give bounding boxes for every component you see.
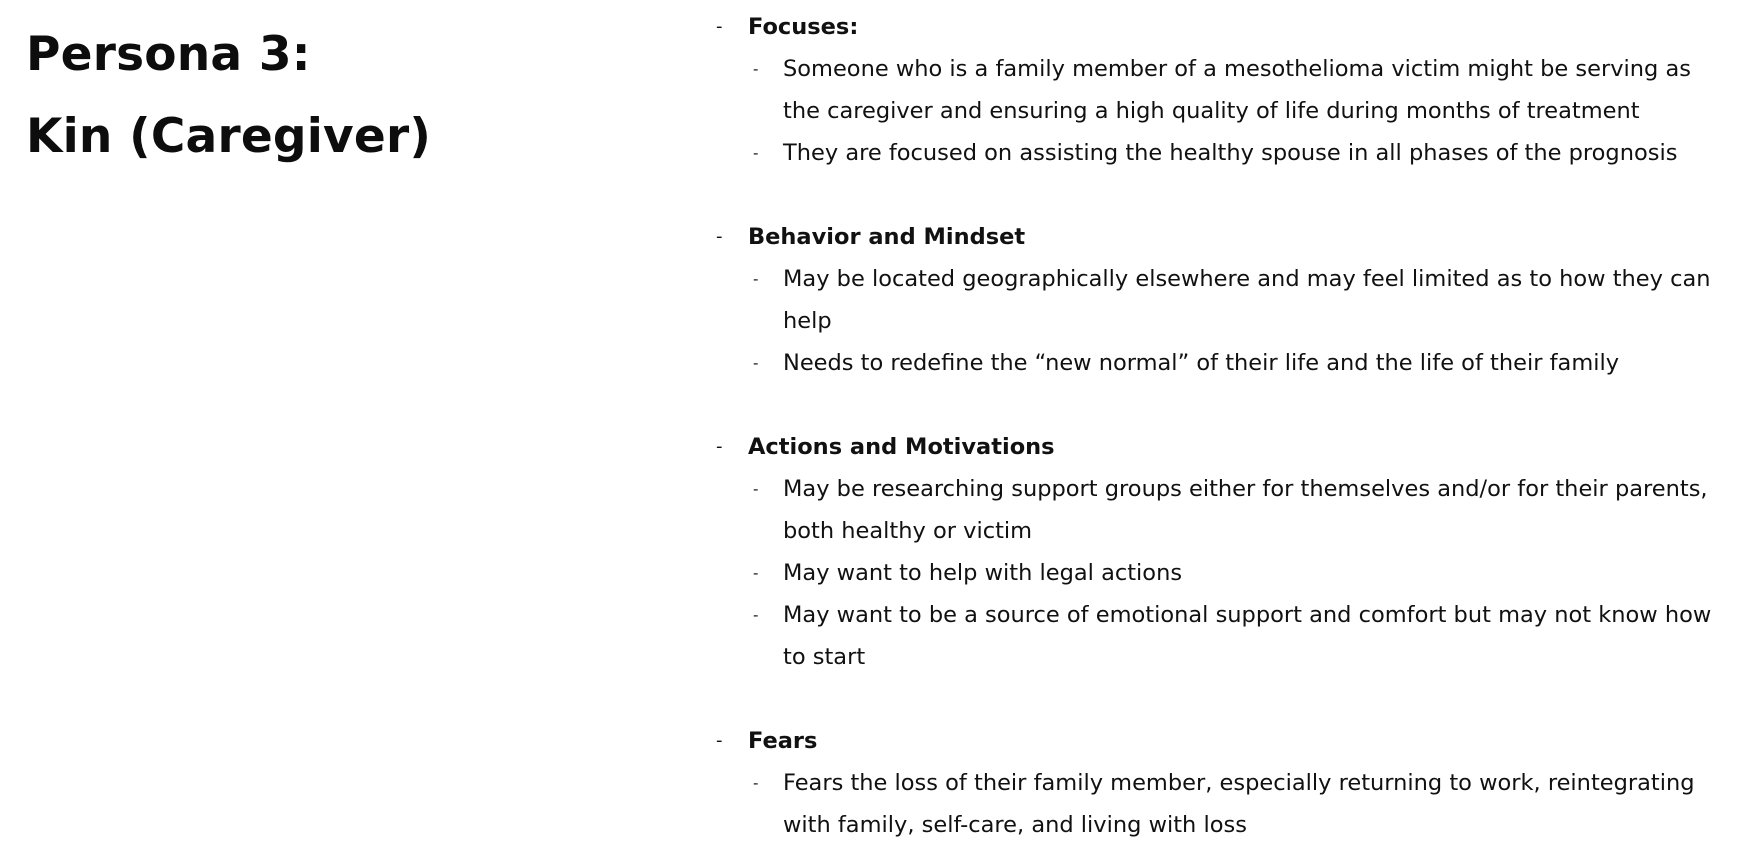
bullet-dash: -	[753, 480, 759, 498]
bullet-dash: -	[716, 436, 723, 457]
list-item	[716, 258, 1726, 342]
list-item	[716, 48, 1726, 132]
bullet-dash: -	[753, 144, 759, 162]
section-heading-text: Fears	[748, 728, 818, 754]
list-item	[716, 594, 1726, 678]
section-heading-text: Focuses:	[748, 14, 859, 40]
bullet-dash: -	[753, 606, 759, 624]
list-item-text: Someone who is a family member of a mesothelioma victim might be serving as the caregiver and ensuring a high quality of life during months of treatment	[783, 56, 1691, 124]
sub-list	[716, 258, 1726, 384]
list-item	[716, 468, 1726, 552]
sub-list	[716, 48, 1726, 174]
list-item	[716, 132, 1726, 174]
list-item-text: Fears the loss of their family member, especially returning to work, reintegrating with family, self-care, and living with loss	[783, 770, 1695, 838]
section-heading	[716, 216, 1726, 258]
section-behavior-and-mindset	[716, 216, 1726, 384]
section-heading	[716, 426, 1726, 468]
bullet-dash: -	[753, 564, 759, 582]
bullet-dash: -	[753, 774, 759, 792]
list-item-text: May want to be a source of emotional support and comfort but may not know how to start	[783, 602, 1712, 670]
section-heading	[716, 720, 1726, 762]
list-item	[716, 552, 1726, 594]
bullet-dash: -	[716, 730, 723, 751]
bullet-dash: -	[753, 60, 759, 78]
bullet-dash: -	[716, 16, 723, 37]
bullet-dash: -	[753, 354, 759, 372]
persona-title-line-2: Kin (Caregiver)	[26, 109, 432, 164]
list-item-text: May want to help with legal actions	[783, 560, 1183, 586]
section-heading-text: Behavior and Mindset	[748, 224, 1026, 250]
sub-list	[716, 762, 1726, 846]
list-item-text: May be researching support groups either for themselves and/or for their parents, both healthy or victim	[783, 476, 1708, 544]
section-heading-text: Actions and Motivations	[748, 434, 1055, 460]
persona-details	[716, 6, 1726, 846]
list-item-text: They are focused on assisting the healthy spouse in all phases of the prognosis	[783, 140, 1678, 166]
section-fears	[716, 720, 1726, 846]
section-heading	[716, 6, 1726, 48]
section-focuses	[716, 6, 1726, 174]
persona-title	[26, 14, 666, 178]
bullet-dash: -	[716, 226, 723, 247]
list-item	[716, 762, 1726, 846]
sub-list	[716, 468, 1726, 678]
bullet-dash: -	[753, 270, 759, 288]
persona-title-line-1: Persona 3:	[26, 27, 311, 82]
list-item-text: Needs to redefine the “new normal” of their life and the life of their family	[783, 350, 1620, 376]
list-item-text: May be located geographically elsewhere and may feel limited as to how they can help	[783, 266, 1711, 334]
list-item	[716, 342, 1726, 384]
section-actions-and-motivations	[716, 426, 1726, 678]
